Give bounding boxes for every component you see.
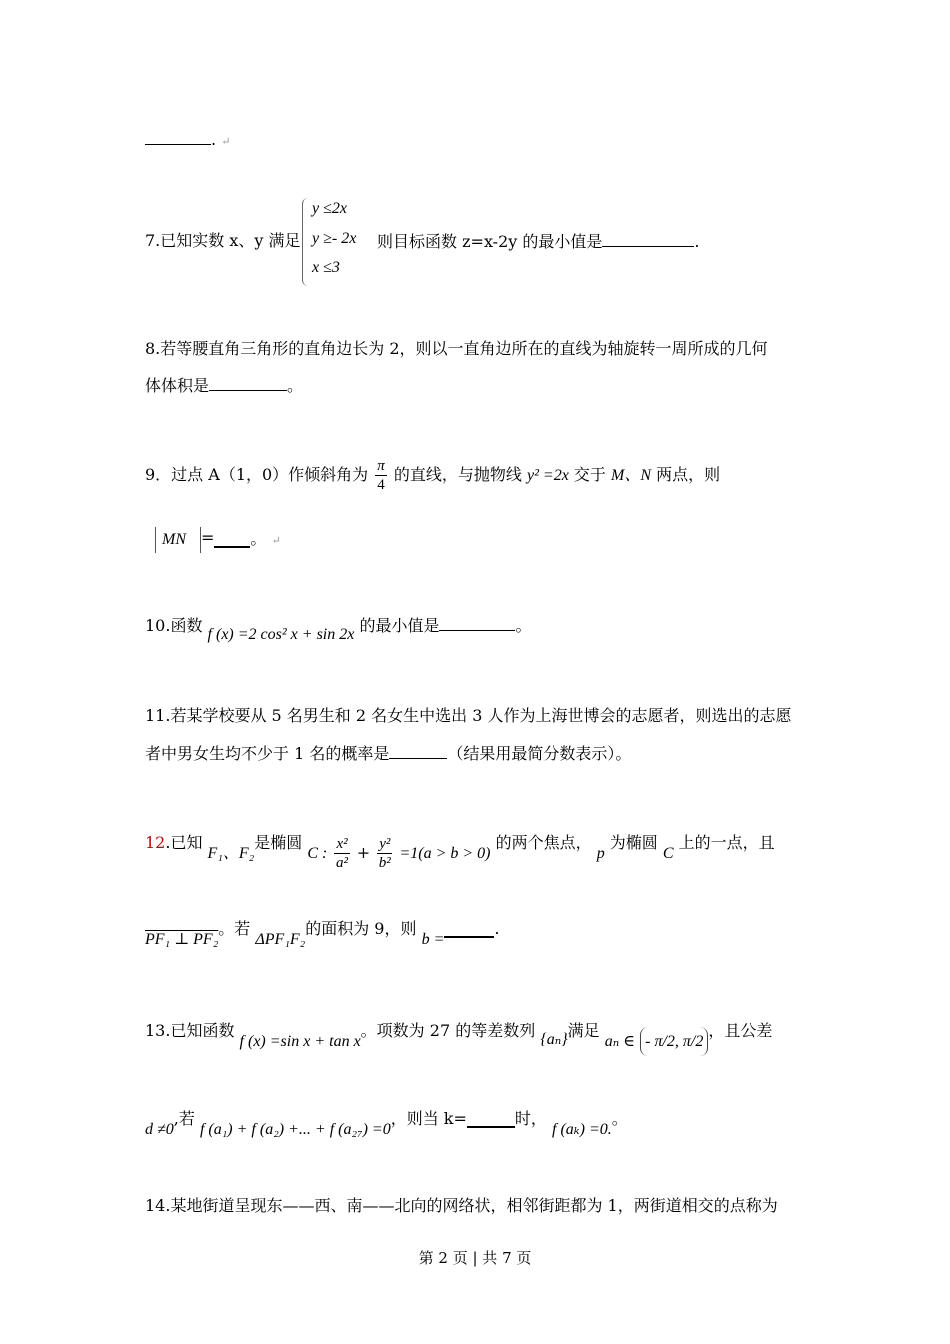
ellipse-condition: =1(a > b > 0) [399,845,491,862]
constraint-3: x ≤3 [312,259,340,276]
sequence: {aₙ} [540,1031,568,1048]
q9-text-b: 的直线，与抛物线 [393,465,522,484]
q12-text-e: 上的一点，且 [678,833,775,852]
page-footer: 第 2 页 | 共 7 页 [418,1249,532,1267]
constraint-2: y ≥- 2x [312,230,357,247]
point-p: p [596,845,605,862]
question-12-line-1 [145,823,775,871]
q12-text-a: .已知 [165,833,203,852]
abs-mn: MN [155,527,201,553]
return-mark: ↵ [271,534,281,547]
q10-prefix: 10.函数 [145,616,203,635]
question-14 [145,1195,778,1217]
q9-end: 。 [250,529,267,548]
answer-blank [467,1112,515,1128]
q11-line1: 11.若某学校要从 5 名男生和 2 名女生中选出 3 人作为上海世博会的志愿者，则选出的志愿 [145,706,792,725]
q12-text-g: 的面积为 9，则 [305,919,417,938]
constraint-1: y ≤2x [312,200,347,217]
question-10 [145,614,532,643]
q9-text-d: 两点，则 [656,465,721,484]
q8-line1-a: 8.若等腰直角三角形的直 [145,339,321,358]
q12-text-b: 是椭圆 [254,833,303,852]
x-fraction [334,835,349,872]
interval: - π/2, π/2 [640,1027,708,1056]
answer-blank [209,374,287,391]
q13-text-f: 时， [514,1109,547,1128]
q10-function: f (x) =2 cos² x + sin 2x [207,626,355,643]
period: . [211,130,217,149]
question-13-line-1 [145,1020,773,1050]
f-ak-zero: f (aₖ) =0. [552,1121,612,1138]
perpendicular-vectors: PF₁ ⊥ PF₂ [145,931,219,948]
q7-constraint-system [300,196,380,290]
q7-suffix-a: 则目标函数 z= [377,232,484,251]
q13-text-b: 满足 [567,1021,600,1040]
q7-suffix-b: x-2y 的最小值是 [483,232,603,251]
q9-text-c: 交于 [573,465,606,484]
q12-text-d: 为椭圆 [609,833,658,852]
question-8-line-2 [145,374,303,397]
answer-blank [602,230,694,247]
q7-prefix: 7.已知实数 x、y 满足 [145,231,301,250]
answer-blank [439,614,515,631]
return-mark: ↵ [221,135,231,148]
q9-points: M、N [611,467,652,484]
left-brace [302,198,311,286]
question-11-line-1 [145,705,792,727]
q12-text-f: 。若 [218,919,251,938]
q10-suffix: 的最小值是 [359,616,440,635]
q13-text-e: ，则当 k= [390,1109,467,1128]
answer-blank [214,532,250,548]
question-12-line-2 [145,918,500,948]
q8-line2: 体体积是 [145,376,210,395]
angle-fraction [375,457,387,494]
y-squared: y² [379,836,391,852]
q11-line2-b: （结果用最简分数表示）。 [447,744,632,763]
q13-text-c: ，且公差 [708,1021,773,1040]
q7-suffix [377,230,700,253]
triangle: ΔPF₁F₂ [255,931,306,948]
q11-line2-a: 者中男女生均不少于 1 名的概率是 [145,744,390,763]
question-9-line-1 [145,455,720,496]
a-squared: a² [336,855,349,871]
question-11-line-2 [145,742,631,765]
b-equals: b = [421,931,445,948]
plus-sign: + [356,843,371,862]
function-sum: f (a₁) + f (a₂) +... + f (a₂₇) =0 [199,1121,391,1138]
an-in: aₙ ∈ [604,1033,636,1050]
ellipse-c-2: C [662,845,674,862]
q13-function: f (x) =sin x + tan x [239,1033,361,1050]
q14-line: 14.某地街道呈现东——西、南——北向的网络状，相邻街距都为 1，两街道相交的点称为 [145,1196,778,1215]
q13-prefix: 13.已知函数 [145,1021,235,1040]
q12-text-c: 的两个焦点， [495,833,592,852]
q12-number: 12 [145,833,166,852]
q8-end: 。 [287,376,304,395]
q13-end: 。 [611,1109,628,1128]
x-squared: x² [336,836,348,852]
question-13-line-2 [145,1108,628,1138]
question-9-line-2 [155,527,281,553]
d-not-zero: d ≠0 [145,1121,174,1138]
q13-text-d: ,若 [173,1109,195,1128]
question-8-line-1 [145,338,768,360]
answer-blank [444,922,494,938]
q7-end: . [694,232,700,251]
q12-end: . [494,919,500,938]
q13-text-a: 。项数为 27 的等差数列 [360,1021,536,1040]
y-fraction [377,835,392,872]
top-fragment [145,128,230,153]
answer-blank [145,128,211,145]
q10-end: 。 [515,616,532,635]
q9-text-a: 9．过点 A（1，0）作倾斜角为 [145,465,369,484]
ellipse-c: C : [307,845,328,862]
q8-line1-b: 角边长为 2，则以一直角边所在的直线为轴旋转一周所成的几何 [320,339,768,358]
parabola-equation: y² =2x [527,467,569,484]
angle-denominator: 4 [377,477,385,493]
question-7 [145,230,301,252]
equals-sign: = [201,528,215,547]
b-squared: b² [378,855,391,871]
foci: F₁、F₂ [207,845,255,862]
angle-numerator: π [377,458,385,474]
answer-blank [389,742,447,759]
